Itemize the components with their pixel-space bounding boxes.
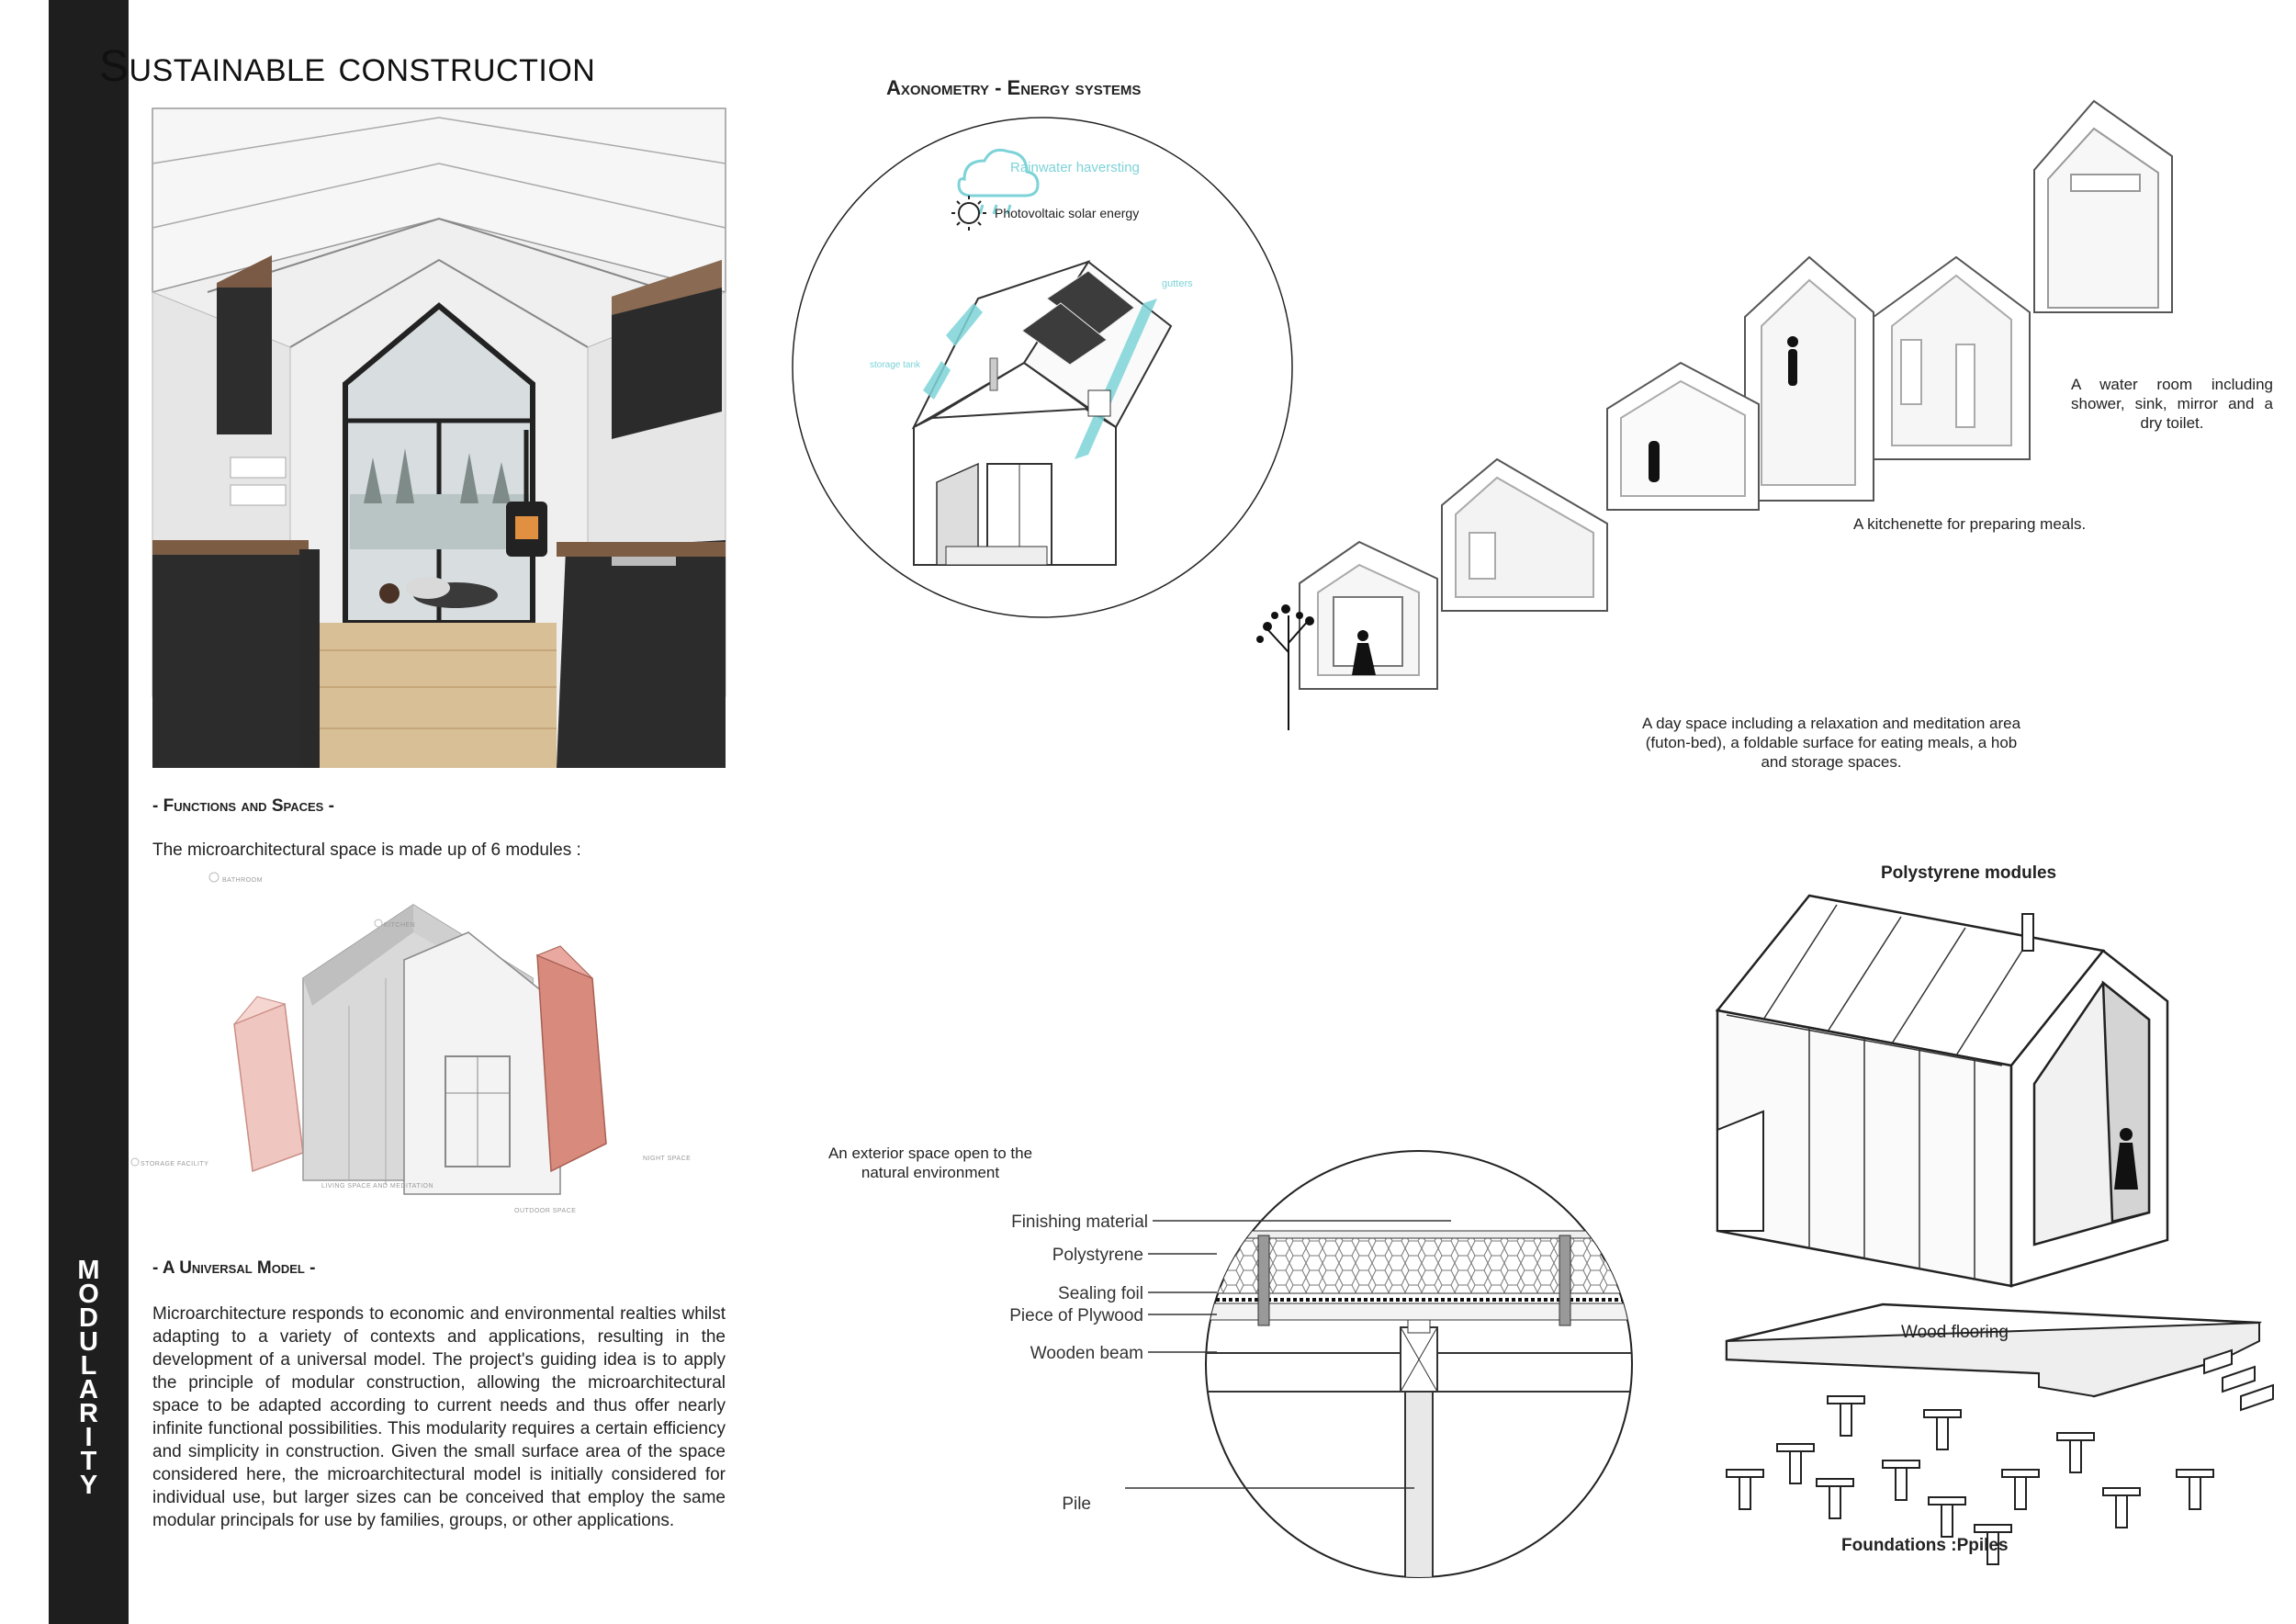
sidebar-letter: D xyxy=(79,1303,98,1333)
universal-body: Microarchitecture responds to economic and environmental realties whilst adapting to a variety of contexts and applications, resulting in the development of a universal model. The project's guiding idea is to apply the principle of modular construction, allowing the microarchitectural space to be adapted according to current needs and thus offer nearly infinite functional possibilities. This modularity requires a certain efficiency and simplicity in construction. Given the small surface area of the space considered here, the microarchitectural model is initially considered for individual use, but larger sizes can be conceived that employ the same modular principals for use by families, groups, or other applications. xyxy=(152,1304,726,1530)
rain-label: Rainwater haversting xyxy=(1010,160,1140,175)
sidebar-letter: Y xyxy=(79,1471,98,1500)
module-label-storage: STORAGE FACILITY xyxy=(141,1161,209,1167)
floor-detail-svg xyxy=(992,1153,1653,1575)
day-space-caption: A day space including a relaxation and meditation area (futon-bed), a foldable surface for eating meals, a hob and storage spaces. xyxy=(1641,715,2021,771)
module-label-bathroom: BATHROOM xyxy=(222,877,263,884)
layer-polystyrene: Polystyrene xyxy=(1052,1246,1143,1265)
sidebar-letter: O xyxy=(78,1280,99,1309)
page-title: Sustainable construction xyxy=(99,42,596,91)
sidebar-letter: R xyxy=(79,1399,98,1428)
sidebar-letter: A xyxy=(79,1375,98,1404)
layer-beam: Wooden beam xyxy=(1030,1344,1143,1363)
solar-label: Photovoltaic solar energy xyxy=(995,206,1140,220)
sidebar-letter: L xyxy=(80,1351,97,1381)
sidebar-letter: U xyxy=(79,1327,98,1357)
sidebar-vertical-word xyxy=(49,1256,129,1500)
sidebar-letter: M xyxy=(77,1256,100,1285)
modules-exploded-svg xyxy=(141,868,692,1222)
exploded-construction-svg xyxy=(1708,882,2278,1607)
functions-heading: - Functions and Spaces - xyxy=(152,796,334,816)
wood-flooring-label: Wood flooring xyxy=(1901,1323,2009,1342)
layer-finishing: Finishing material xyxy=(1011,1212,1148,1232)
interior-render-svg xyxy=(152,108,726,768)
storage-label: storage tank xyxy=(870,360,921,370)
module-label-kitchen: KITCHEN xyxy=(384,922,416,929)
module-label-night: NIGHT SPACE xyxy=(643,1156,692,1162)
water-room-caption: A water room including shower, sink, mirror and a dry toilet. xyxy=(2071,376,2273,432)
modules-exploded-diagram xyxy=(141,868,692,1222)
exterior-caption: An exterior space open to the natural environment xyxy=(827,1145,1033,1181)
axonometry-title: Axonometry - Energy systems xyxy=(886,76,1142,99)
exploded-construction-diagram xyxy=(1708,882,2278,1607)
module-label-outdoor: OUTDOOR SPACE xyxy=(514,1208,577,1214)
layer-pile: Pile xyxy=(1062,1494,1091,1514)
floor-detail-diagram xyxy=(992,1153,1653,1575)
sidebar-letter: T xyxy=(80,1447,97,1476)
module-label-living: LIVING SPACE AND MEDITATION xyxy=(321,1183,434,1190)
kitchenette-caption: A kitchenette for preparing meals. xyxy=(1853,515,2087,533)
interior-render xyxy=(152,108,726,768)
layer-plywood: Piece of Plywood xyxy=(1009,1306,1143,1325)
foundations-label: Foundations :Ppiles xyxy=(1841,1536,2009,1555)
universal-heading: - A Universal Model - xyxy=(152,1258,316,1278)
functions-intro: The microarchitectural space is made up of 6 modules : xyxy=(152,840,581,860)
layer-sealing: Sealing foil xyxy=(1058,1284,1143,1303)
polystyrene-title: Polystyrene modules xyxy=(1881,863,2057,883)
sidebar-letter: I xyxy=(84,1423,93,1452)
gutters-label: gutters xyxy=(1162,278,1193,289)
